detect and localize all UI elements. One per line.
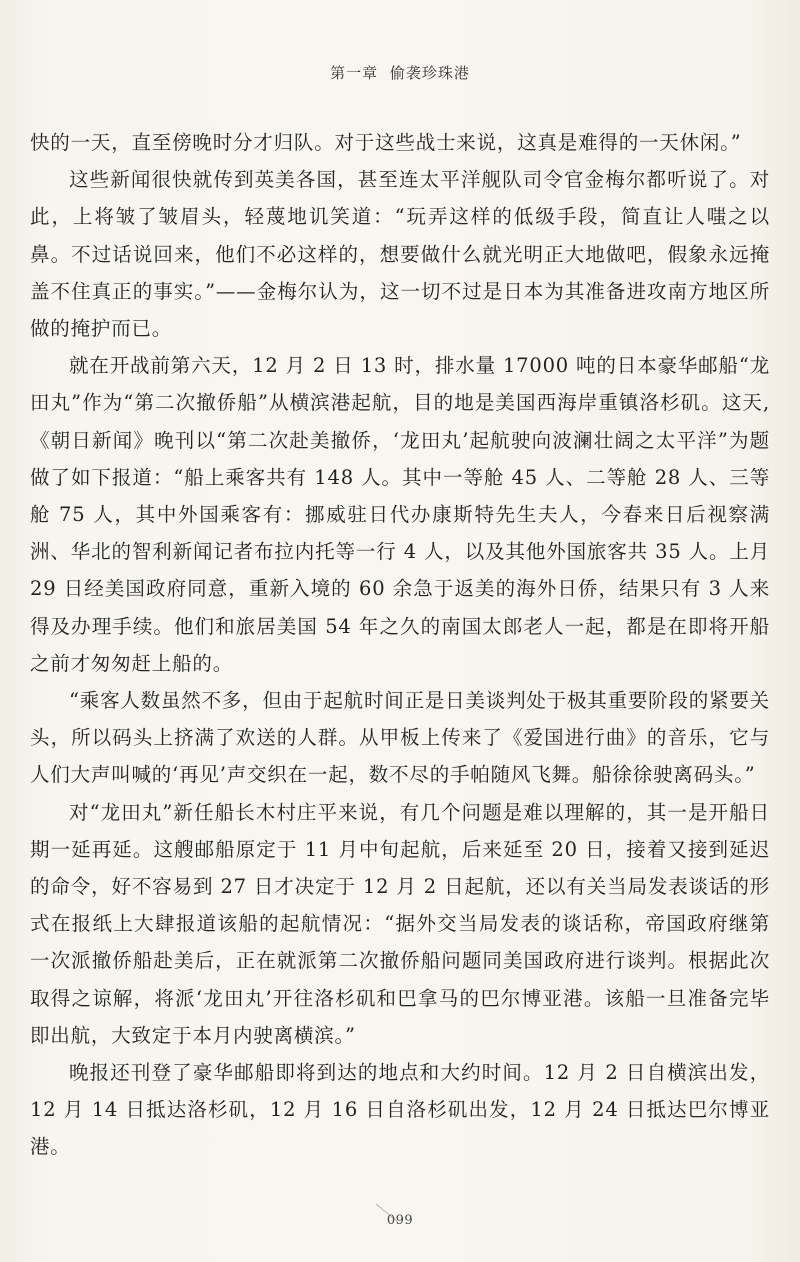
running-head: 第一章 偷袭珍珠港: [330, 64, 470, 82]
paragraph-3: 就在开战前第六天，12 月 2 日 13 时，排水量 17000 吨的日本豪华邮船“龙田丸”作为“第二次撤侨船”从横滨港起航，目的地是美国西海岸重镇洛杉矶。这天,《朝日新闻》晚刊以“第二次赴美撤侨，‘龙田丸’起航驶向波澜壮阔之太平洋”为题做了如下报道：“船上乘客共有 148 人。其中一等舱 45 人、二等舱 28 人、三等舱 75 人，其中外国乘客有：挪威驻日代办康斯特先生夫人，今春来日后视察满洲、华北的智利新闻记者布拉内托等一行 4 人，以及其他外国旅客共 35 人。上月 29 日经美国政府同意，重新入境的 60 余急于返美的海外日侨，结果只有 3 人来得及办理手续。他们和旅居美国 54 年之久的南国太郎老人一起，都是在即将开船之前才匆匆赶上船的。: [30, 354, 770, 675]
page-number: 099: [386, 1213, 414, 1228]
paragraph-1: 快的一天，直至傍晚时分才归队。对于这些战士来说，这真是难得的一天休闲。”: [30, 131, 742, 154]
paragraph-6: 晚报还刊登了豪华邮船即将到达的地点和大约时间。12 月 2 日自横滨出发，12 月 14 日抵达洛杉矶，12 月 16 日自洛杉矶出发，12 月 24 日抵达巴尔博亚港。: [30, 1061, 770, 1159]
paragraph-2: 这些新闻很快就传到英美各国，甚至连太平洋舰队司令官金梅尔都听说了。对此，上将皱了皱眉头，轻蔑地讥笑道：“玩弄这样的低级手段，简直让人嗤之以鼻。不过话说回来，他们不必这样的，想要做什么就光明正大地做吧，假象永远掩盖不住真正的事实。”——金梅尔认为，这一切不过是日本为其准备进攻南方地区所做的掩护而已。: [30, 168, 770, 341]
paragraph-5: 对“龙田丸”新任船长木村庄平来说，有几个问题是难以理解的，其一是开船日期一延再延。这艘邮船原定于 11 月中旬起航，后来延至 20 日，接着又接到延迟的命令，好不容易到 27 日才决定于 12 月 2 日起航，还以有关当局发表谈话的形式在报纸上大肆报道该船的起航情况：“据外交当局发表的谈话称，帝国政府继第一次派撤侨船赴美后，正在就派第二次撤侨船问题同美国政府进行谈判。根据此次取得之谅解，将派‘龙田丸’开往洛杉矶和巴拿马的巴尔博亚港。该船一旦准备完毕即出航，大致定于本月内驶离横滨。”: [30, 800, 770, 1047]
body-text: [30, 124, 770, 1166]
paragraph-4: “乘客人数虽然不多，但由于起航时间正是日美谈判处于极其重要阶段的紧要关头，所以码头上挤满了欢送的人群。从甲板上传来了《爱国进行曲》的音乐，它与人们大声叫喊的‘再见’声交织在一起，数不尽的手帕随风飞舞。船徐徐驶离码头。”: [30, 689, 770, 787]
